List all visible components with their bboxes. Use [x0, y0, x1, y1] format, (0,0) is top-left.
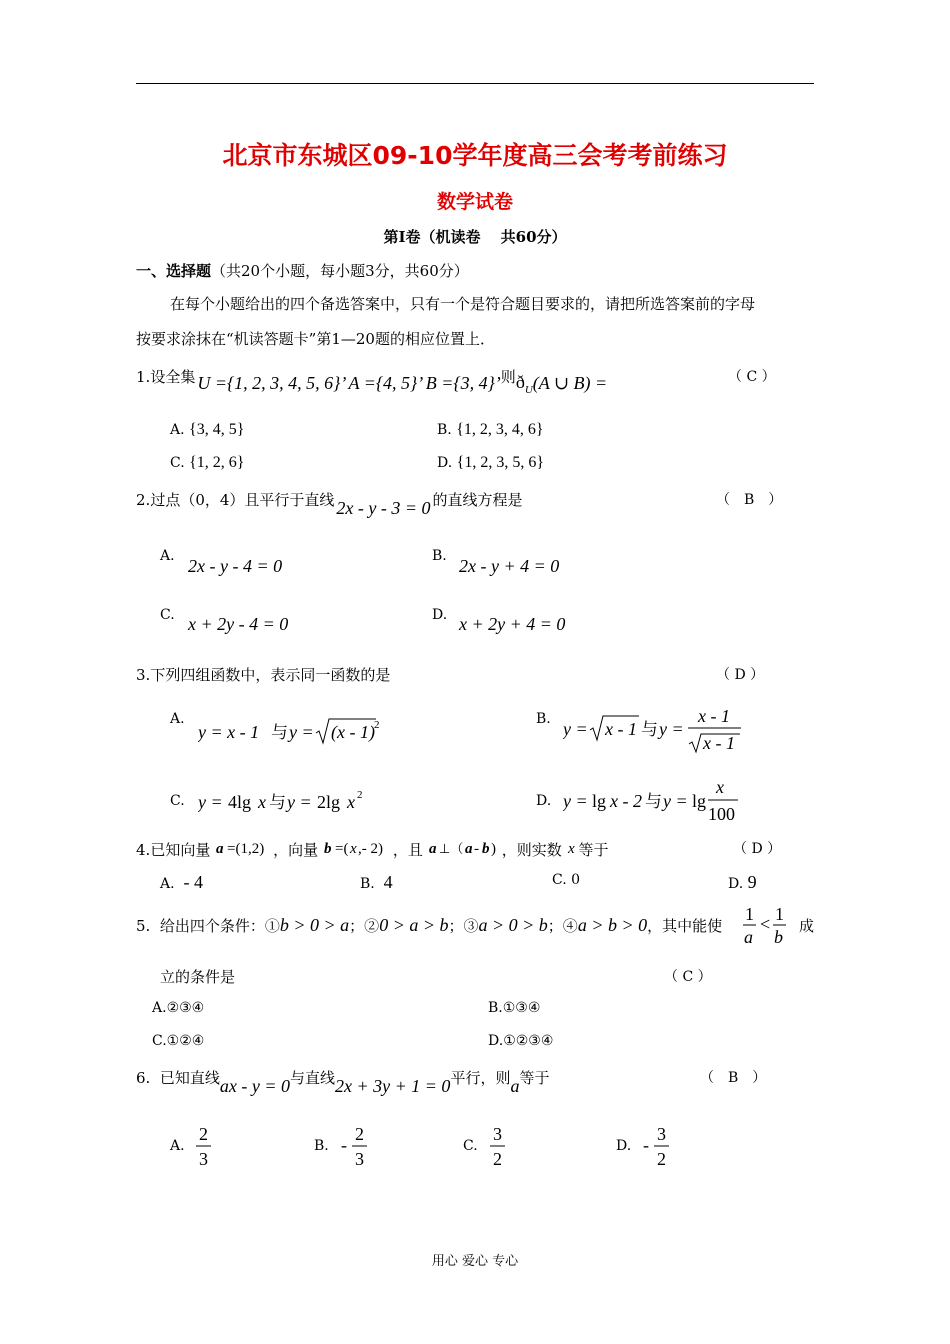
- option-a: [160, 872, 203, 893]
- svg-text:y =: y =: [198, 792, 223, 812]
- svg-text:2: 2: [357, 789, 363, 801]
- option-text: ①②④: [166, 1033, 205, 1049]
- option-a: [152, 1000, 204, 1016]
- instruction-line-1: 在每个小题给出的四个备选答案中，只有一个是符合题目要求的，请把所选答案前的字母: [170, 295, 756, 313]
- question-text: 下列四组函数中，表示同一函数的是: [150, 666, 391, 684]
- svg-text:y =: y =: [563, 719, 588, 739]
- question-text: 等于: [578, 841, 609, 859]
- option-b-text: 2x - y + 4 = 0: [459, 556, 560, 576]
- svg-text:3: 3: [657, 1124, 666, 1144]
- math-expression: U ={1, 2, 3, 4, 5, 6}’ A ={4, 5}’ B ={3, 4}’: [197, 373, 501, 393]
- top-rule: [136, 83, 814, 84]
- option-a-label: A.: [170, 1138, 185, 1154]
- svg-text:⊥（: ⊥（: [438, 842, 464, 857]
- question-text: 与直线: [290, 1069, 336, 1087]
- option-text: {1, 2, 6}: [189, 454, 245, 471]
- option-b: [488, 1000, 540, 1016]
- question-5-stem: [136, 915, 722, 936]
- perpendicular-condition: [428, 838, 502, 858]
- option-text: 0: [571, 872, 581, 888]
- complement-symbol: ð: [515, 372, 525, 392]
- option-text: {1, 2, 3, 5, 6}: [456, 454, 544, 471]
- option-b-math: [563, 704, 753, 760]
- vector-b-definition: [323, 838, 393, 858]
- svg-text:2: 2: [657, 1149, 666, 1169]
- option-a-label: A.: [160, 548, 175, 564]
- option-text: 4: [383, 872, 393, 892]
- question-6-answer: （ B ）: [700, 1070, 767, 1086]
- svg-text:,- 2): ,- 2): [357, 841, 383, 857]
- section-heading: [136, 260, 469, 281]
- option-c: [170, 454, 244, 472]
- svg-text:lg: lg: [592, 791, 607, 811]
- page-footer: 用心 爱心 专心: [431, 1254, 519, 1269]
- svg-text:-: -: [473, 841, 479, 857]
- option-text: ①②③④: [503, 1033, 554, 1049]
- svg-text:100: 100: [708, 804, 735, 824]
- option-d-text: x + 2y + 4 = 0: [459, 614, 566, 634]
- option-c: [152, 1033, 204, 1049]
- question-3-answer: （ D ）: [716, 667, 765, 683]
- option-label: D.: [437, 455, 453, 471]
- option-d: [728, 872, 757, 893]
- option-a-fraction: [194, 1122, 218, 1170]
- option-b-math: [340, 1122, 374, 1174]
- question-text: 的直线方程是: [432, 491, 523, 509]
- svg-text:2: 2: [374, 719, 380, 731]
- question-1-stem: [136, 366, 608, 396]
- option-a-math: [194, 1122, 218, 1174]
- option-d-label: D.: [536, 793, 552, 809]
- option-label: A.: [170, 422, 185, 438]
- svg-text:x - 1: x - 1: [703, 733, 735, 753]
- svg-text:<: <: [760, 914, 771, 934]
- option-d-label: D.: [432, 607, 448, 623]
- option-text: {3, 4, 5}: [189, 421, 245, 438]
- question-2-stem: [136, 489, 523, 518]
- svg-text:x: x: [567, 841, 575, 857]
- question-6-stem: [136, 1067, 550, 1096]
- svg-text:=(: =(: [334, 841, 349, 857]
- math-expression: 2x - y - 3 = 0: [336, 498, 431, 518]
- question-4-answer: （ D ）: [733, 841, 782, 857]
- svg-text:x: x: [716, 777, 724, 797]
- option-label: A.: [160, 876, 175, 892]
- svg-text:y =: y =: [287, 792, 312, 812]
- svg-text:a: a: [744, 927, 753, 947]
- question-number: 2.: [136, 491, 151, 509]
- option-b-fraction: [340, 1122, 374, 1170]
- svg-text:b: b: [323, 841, 332, 857]
- option-d: [488, 1033, 553, 1049]
- svg-text:x: x: [258, 792, 266, 812]
- svg-text:x: x: [347, 792, 355, 812]
- question-text: 过点（0，4）且平行于直线: [150, 491, 335, 509]
- question-text: 已知直线: [159, 1069, 220, 1087]
- svg-text:与: 与: [271, 723, 288, 742]
- option-c-formula: [198, 786, 378, 818]
- page-subtitle: 数学试卷: [436, 191, 513, 213]
- question-text: ，向量: [273, 841, 319, 859]
- option-c-math: [198, 786, 378, 822]
- page-title: 北京市东城区09-10学年度高三会考考前练习: [222, 141, 728, 170]
- svg-text:x - 2: x - 2: [610, 791, 642, 811]
- svg-text:): ): [490, 841, 496, 857]
- option-a: [170, 421, 244, 439]
- option-text: - 4: [183, 872, 203, 892]
- question-text: ，其中能使: [647, 917, 723, 935]
- svg-text:与: 与: [645, 792, 662, 811]
- svg-text:2: 2: [355, 1124, 364, 1144]
- option-a-text: 2x - y - 4 = 0: [188, 556, 283, 576]
- option-b-formula: [563, 704, 753, 756]
- option-text: {1, 2, 3, 4, 6}: [456, 421, 544, 438]
- option-label: C.: [552, 872, 567, 888]
- question-5-answer: （ C ）: [664, 969, 712, 985]
- question-number: 4.: [136, 841, 151, 859]
- volume-heading: 第Ⅰ卷（机读卷 共60分）: [383, 228, 567, 246]
- svg-text:3: 3: [493, 1124, 502, 1144]
- svg-text:b: b: [774, 927, 783, 947]
- svg-text:x - 1: x - 1: [698, 706, 730, 726]
- option-d-fraction: [642, 1122, 676, 1170]
- svg-text:4lg: 4lg: [228, 792, 252, 812]
- option-text: ②③④: [166, 1000, 205, 1016]
- option-text: ①③④: [502, 1000, 541, 1016]
- option-label: A.: [152, 1000, 167, 1016]
- svg-text:1: 1: [745, 904, 754, 924]
- option-d: [437, 454, 544, 472]
- question-number: 1.: [136, 368, 151, 386]
- svg-text:b: b: [481, 841, 490, 857]
- question-text: ，且: [392, 841, 423, 859]
- svg-text:a: a: [464, 841, 473, 857]
- svg-text:3: 3: [199, 1149, 208, 1169]
- question-text: 给出四个条件：①: [159, 917, 280, 935]
- option-d-math: [563, 776, 753, 832]
- svg-text:2lg: 2lg: [317, 792, 341, 812]
- svg-text:与: 与: [641, 720, 658, 739]
- option-c-math: [488, 1122, 512, 1174]
- line-equation-1: ax - y = 0: [219, 1076, 290, 1096]
- option-b-label: B.: [536, 711, 551, 727]
- instruction-line-2: 按要求涂抹在“机读答题卡”第1—20题的相应位置上．: [136, 330, 495, 348]
- svg-text:-: -: [341, 1135, 347, 1155]
- svg-text:=(1,2): =(1,2): [227, 841, 265, 857]
- question-text: ，则实数: [501, 841, 562, 859]
- question-text: 设全集: [150, 368, 196, 386]
- option-c: [552, 872, 580, 888]
- vector-a-definition: [215, 838, 273, 858]
- option-a-math: [198, 716, 398, 755]
- option-c-text: x + 2y - 4 = 0: [188, 614, 289, 634]
- question-4-stem: [136, 838, 609, 860]
- option-d-label: D.: [616, 1138, 632, 1154]
- svg-text:a: a: [428, 841, 437, 857]
- svg-text:3: 3: [355, 1149, 364, 1169]
- question-text: ；④: [547, 917, 578, 935]
- condition-1: b > 0 > a: [279, 915, 350, 935]
- svg-text:y = x - 1: y = x - 1: [198, 722, 260, 742]
- option-c-fraction: [488, 1122, 512, 1170]
- math-expression: (A ∪ B) =: [532, 373, 608, 393]
- svg-text:y =: y =: [563, 791, 588, 811]
- svg-text:a: a: [216, 841, 224, 857]
- section-heading-label: 一、选择题: [136, 262, 212, 280]
- option-label: B.: [488, 1000, 503, 1016]
- svg-text:y =: y =: [663, 791, 688, 811]
- option-b: [437, 421, 544, 439]
- option-text: 9: [747, 872, 757, 892]
- svg-text:2: 2: [199, 1124, 208, 1144]
- variable-a: a: [510, 1076, 520, 1096]
- option-label: D.: [728, 876, 744, 892]
- svg-text:x - 1: x - 1: [605, 719, 637, 739]
- option-label: C.: [152, 1033, 167, 1049]
- svg-text:(x - 1): (x - 1): [331, 722, 375, 742]
- line-equation-2: 2x + 3y + 1 = 0: [335, 1076, 451, 1096]
- condition-2: 0 > a > b: [379, 915, 449, 935]
- one-over-a-less-than-one-over-b: [742, 902, 792, 950]
- option-b: [360, 872, 393, 893]
- svg-text:x: x: [349, 841, 357, 857]
- option-d-math: [642, 1122, 676, 1174]
- question-text: 成: [799, 917, 815, 935]
- svg-text:1: 1: [775, 904, 784, 924]
- option-b-label: B.: [314, 1138, 329, 1154]
- question-text: 则: [500, 368, 516, 386]
- section-heading-note: （共20个小题，每小题3分，共60分）: [211, 262, 469, 280]
- option-c-label: C.: [170, 793, 185, 809]
- svg-text:lg: lg: [692, 791, 707, 811]
- option-label: C.: [170, 455, 185, 471]
- svg-text:y =: y =: [289, 722, 314, 742]
- option-a-formula: [198, 716, 398, 750]
- question-number: 5.: [136, 917, 151, 935]
- option-c-label: C.: [463, 1138, 478, 1154]
- math-subscript: U: [524, 384, 533, 396]
- inequality-fraction: [742, 902, 792, 954]
- condition-4: a > b > 0: [577, 915, 648, 935]
- question-text: ；②: [349, 917, 380, 935]
- variable-x: [567, 838, 579, 858]
- question-text: 已知向量: [150, 841, 211, 859]
- question-text: ；③: [448, 917, 479, 935]
- question-1-answer: （ C ）: [728, 369, 776, 385]
- option-a-label: A.: [170, 711, 185, 727]
- svg-text:y =: y =: [659, 719, 684, 739]
- question-text: 平行，则: [450, 1069, 511, 1087]
- question-3-stem: [136, 664, 390, 685]
- question-5-stem-cont: 立的条件是: [160, 968, 236, 986]
- condition-3: a > 0 > b: [478, 915, 548, 935]
- option-d-formula: [563, 776, 753, 828]
- svg-text:-: -: [643, 1135, 649, 1155]
- question-2-answer: （ B ）: [716, 492, 783, 508]
- svg-text:2: 2: [493, 1149, 502, 1169]
- option-c-label: C.: [160, 607, 175, 623]
- option-label: B.: [360, 876, 375, 892]
- question-number: 3.: [136, 666, 151, 684]
- option-b-label: B.: [432, 548, 447, 564]
- question-text: 等于: [519, 1069, 550, 1087]
- option-label: D.: [488, 1033, 504, 1049]
- question-number: 6.: [136, 1069, 151, 1087]
- svg-text:与: 与: [269, 793, 286, 812]
- option-label: B.: [437, 422, 452, 438]
